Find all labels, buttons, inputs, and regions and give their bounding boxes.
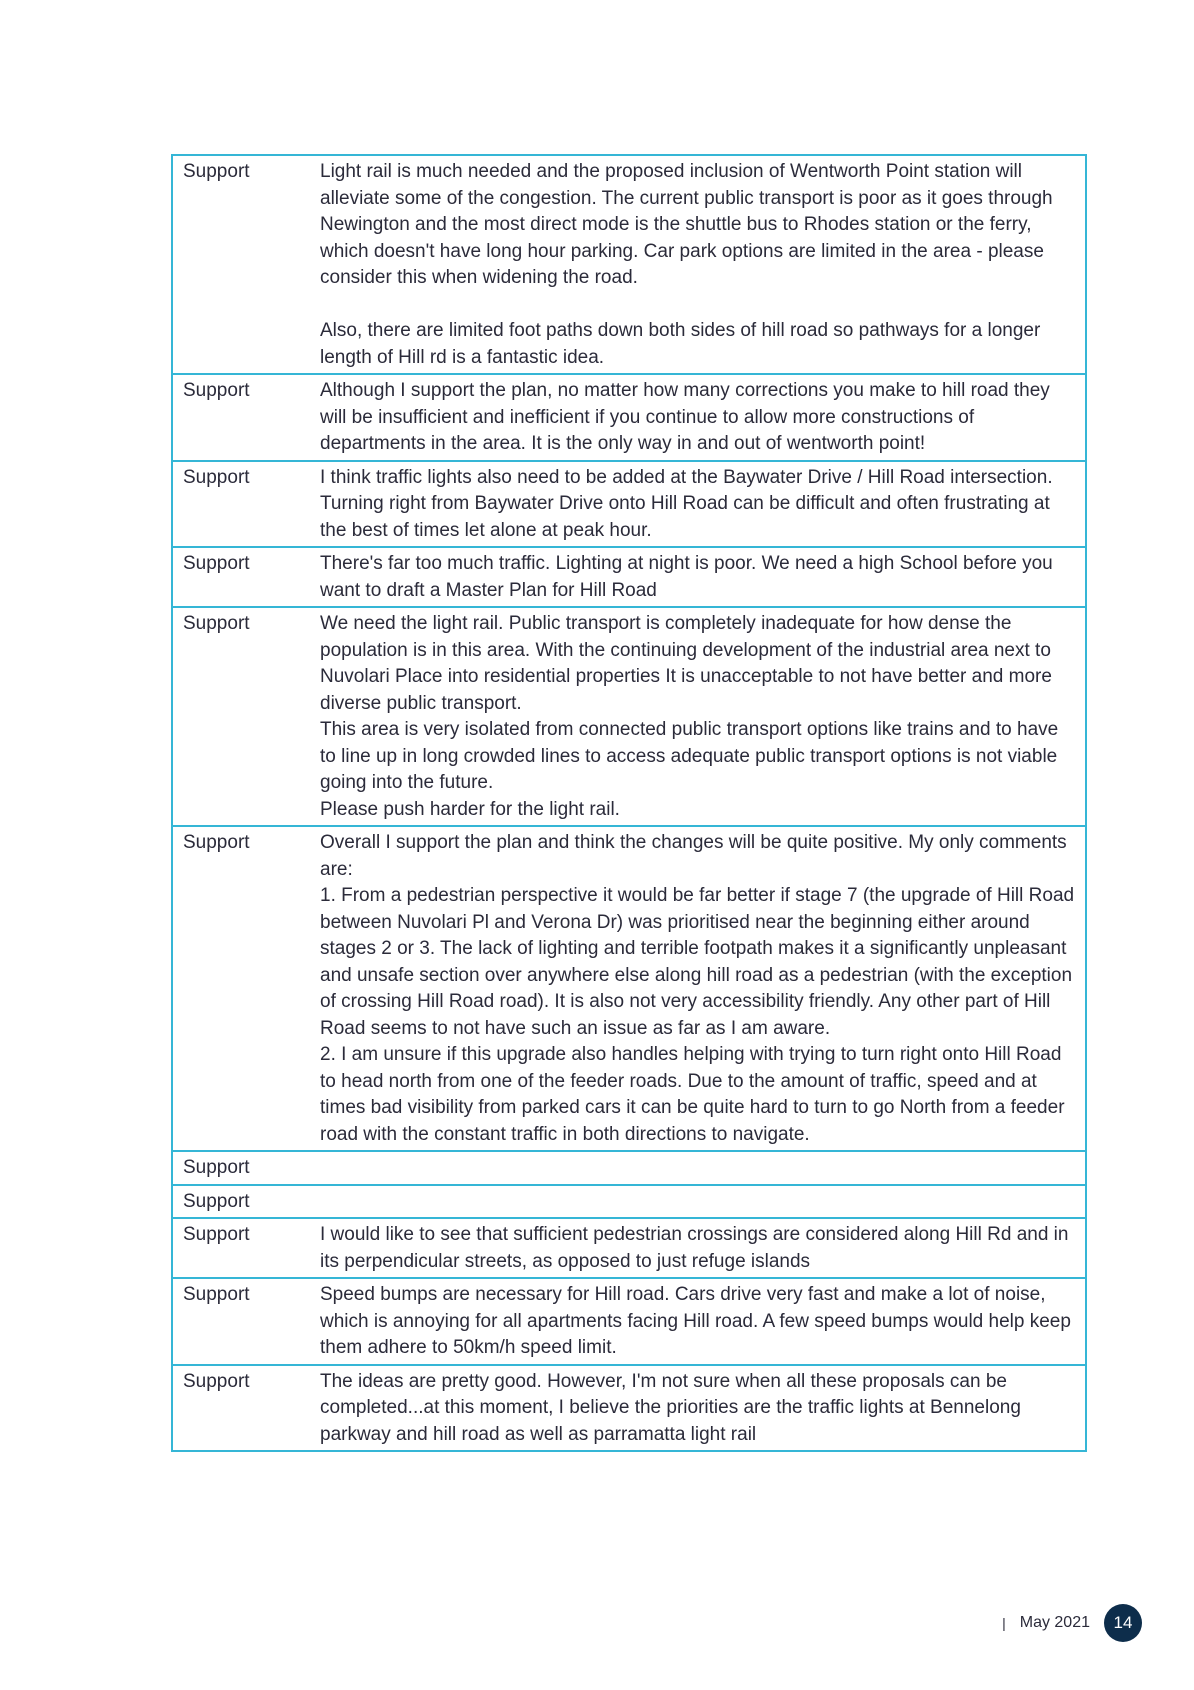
page-footer xyxy=(1002,1604,1142,1642)
table-row xyxy=(172,1278,1086,1365)
table-row xyxy=(172,1185,1086,1219)
comment-cell: Speed bumps are necessary for Hill road. Cars drive very fast and make a lot of noise, which is annoying for all apartments facing Hill road. A few speed bumps would help keep them adhere to 50km/h speed limit. xyxy=(310,1278,1086,1365)
table-row xyxy=(172,155,1086,374)
table-row xyxy=(172,607,1086,826)
sentiment-cell: Support xyxy=(172,826,310,1151)
comment-cell: Overall I support the plan and think the changes will be quite positive. My only comments are: 1. From a pedestrian perspective it would be far better if stage 7 (the upgrade of Hill Road between Nuvolari Pl and Verona Dr) was prioritised near the beginning either around stages 2 or 3. The lack of lighting and terrible footpath makes it a significantly unpleasant and unsafe section over anywhere else along hill road as a pedestrian (with the exception of crossing Hill Road road). It is also not very accessibility friendly. Any other part of Hill Road seems to not have such an issue as far as I am aware. 2. I am unsure if this upgrade also handles helping with trying to turn right onto Hill Road to head north from one of the feeder roads. Due to the amount of traffic, speed and at times bad visibility from parked cars it can be quite hard to turn to go North from a feeder road with the constant traffic in both directions to navigate. xyxy=(310,826,1086,1151)
sentiment-cell: Support xyxy=(172,461,310,548)
sentiment-cell: Support xyxy=(172,607,310,826)
sentiment-cell: Support xyxy=(172,155,310,374)
table-row xyxy=(172,1151,1086,1185)
table-row xyxy=(172,826,1086,1151)
footer-separator: | xyxy=(1002,1615,1006,1631)
comment-cell xyxy=(310,1185,1086,1219)
feedback-table xyxy=(171,154,1087,1452)
table-row xyxy=(172,547,1086,607)
comment-cell xyxy=(310,1151,1086,1185)
sentiment-cell: Support xyxy=(172,1365,310,1452)
comment-cell: We need the light rail. Public transport is completely inadequate for how dense the population is in this area. With the continuing development of the industrial area next to Nuvolari Place into residential properties It is unacceptable to not have better and more diverse public transport. This area is very isolated from connected public transport options like trains and to have to line up in long crowded lines to access adequate public transport options is not viable going into the future. Please push harder for the light rail. xyxy=(310,607,1086,826)
sentiment-cell: Support xyxy=(172,547,310,607)
sentiment-cell: Support xyxy=(172,1278,310,1365)
sentiment-cell: Support xyxy=(172,1185,310,1219)
comment-cell: I think traffic lights also need to be added at the Baywater Drive / Hill Road intersection. Turning right from Baywater Drive onto Hill Road can be difficult and often frustrating at the best of times let alone at peak hour. xyxy=(310,461,1086,548)
sentiment-cell: Support xyxy=(172,1218,310,1278)
page-number-badge: 14 xyxy=(1104,1604,1142,1642)
footer-date: May 2021 xyxy=(1019,1614,1090,1631)
table-row xyxy=(172,1365,1086,1452)
sentiment-cell: Support xyxy=(172,374,310,461)
comment-cell: Light rail is much needed and the proposed inclusion of Wentworth Point station will alleviate some of the congestion. The current public transport is poor as it goes through Newington and the most direct mode is the shuttle bus to Rhodes station or the ferry, which doesn't have long hour parking. Car park options are limited in the area - please consider this when widening the road. Also, there are limited foot paths down both sides of hill road so pathways for a longer length of Hill rd is a fantastic idea. xyxy=(310,155,1086,374)
comment-cell: I would like to see that sufficient pedestrian crossings are considered along Hill Rd and in its perpendicular streets, as opposed to just refuge islands xyxy=(310,1218,1086,1278)
table-row xyxy=(172,461,1086,548)
comment-cell: There's far too much traffic. Lighting at night is poor. We need a high School before you want to draft a Master Plan for Hill Road xyxy=(310,547,1086,607)
sentiment-cell: Support xyxy=(172,1151,310,1185)
comment-cell: The ideas are pretty good. However, I'm not sure when all these proposals can be completed...at this moment, I believe the priorities are the traffic lights at Bennelong parkway and hill road as well as parramatta light rail xyxy=(310,1365,1086,1452)
table-row xyxy=(172,1218,1086,1278)
table-row xyxy=(172,374,1086,461)
comment-cell: Although I support the plan, no matter how many corrections you make to hill road they will be insufficient and inefficient if you continue to allow more constructions of departments in the area. It is the only way in and out of wentworth point! xyxy=(310,374,1086,461)
